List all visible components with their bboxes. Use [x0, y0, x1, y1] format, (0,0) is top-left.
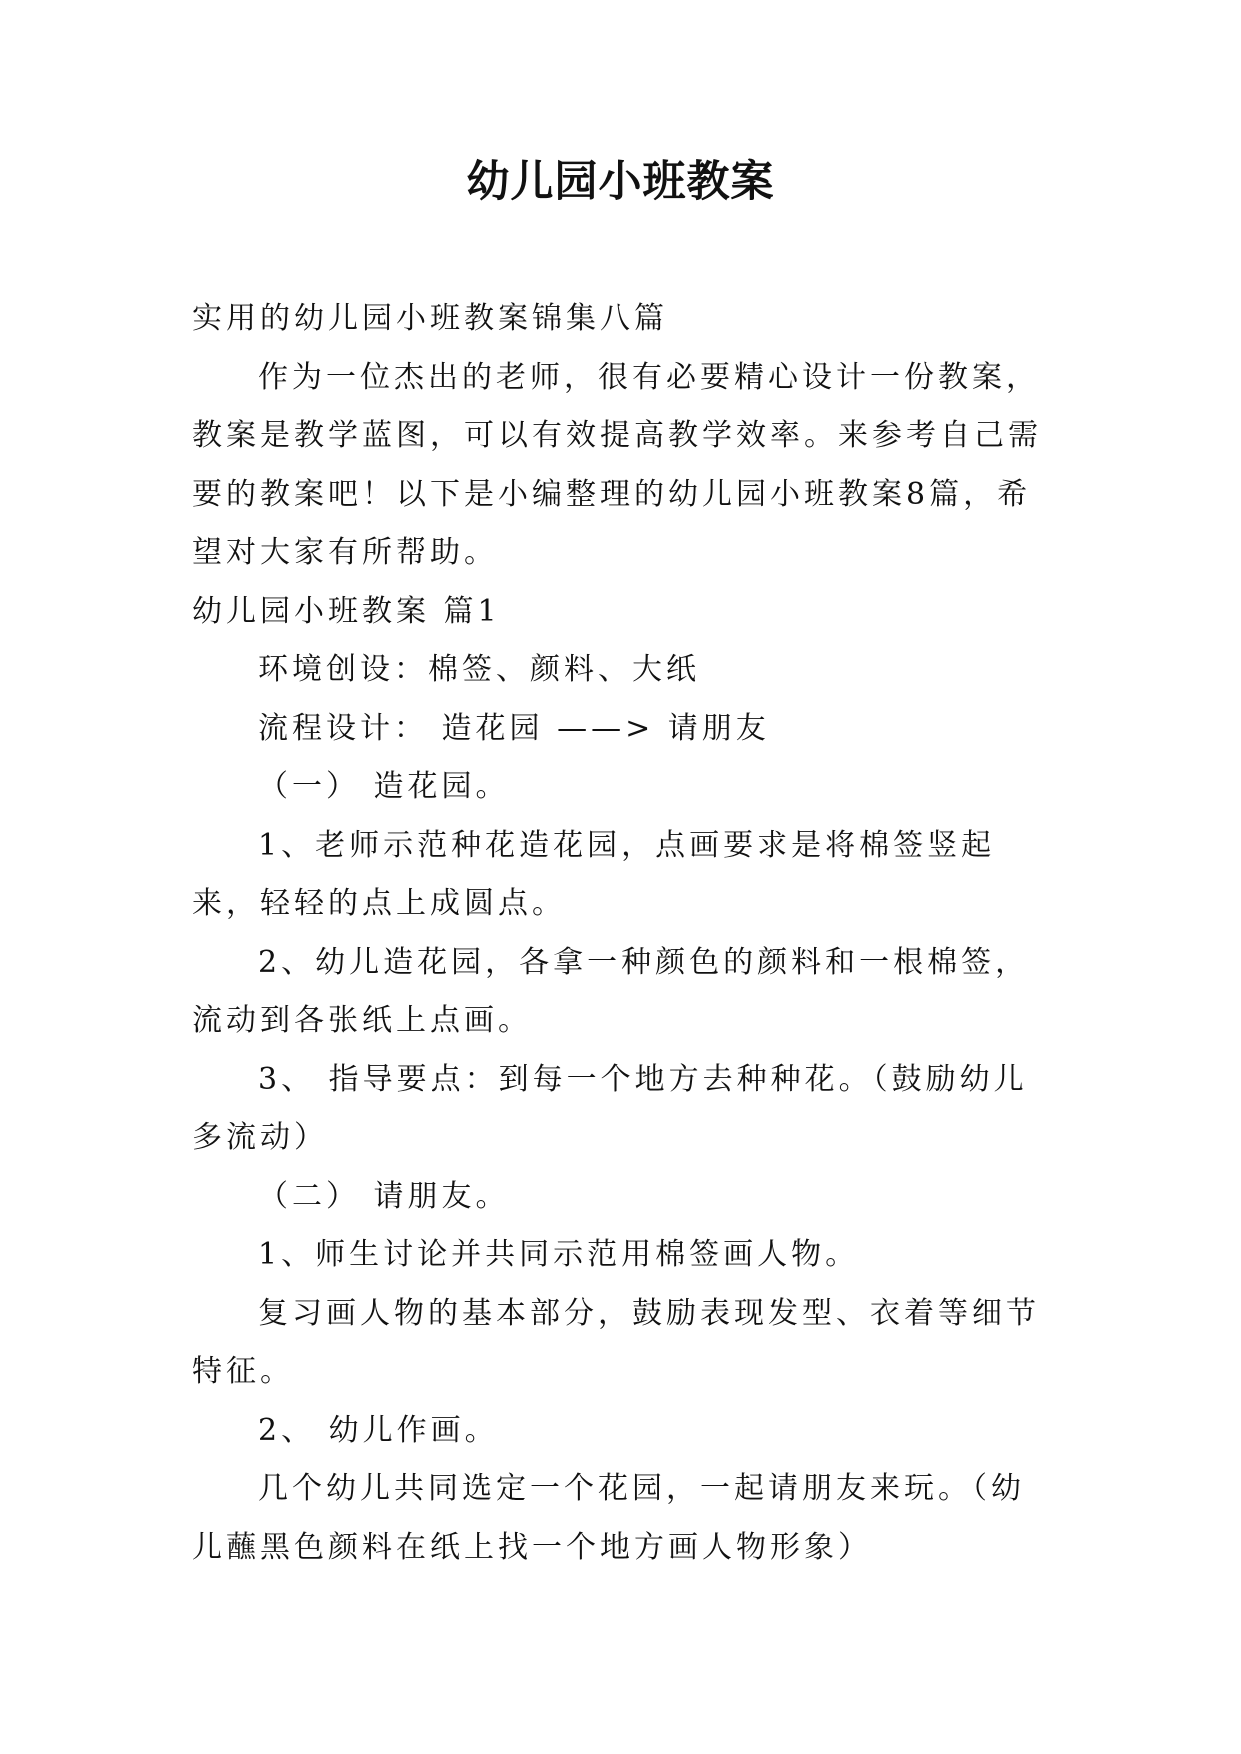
paragraph-step-2-1: 1、师生讨论并共同示范用棉签画人物。 — [258, 1237, 860, 1272]
paragraph-step-2-2: 2、 幼儿作画。 — [258, 1412, 499, 1448]
document-body — [192, 290, 1052, 1577]
paragraph-subtitle: 实用的幼儿园小班教案锦集八篇 — [192, 301, 668, 336]
paragraph-step-2: 2、幼儿造花园，各拿一种颜色的颜料和一根棉签，流动到各张纸上点画。 — [192, 944, 1030, 1038]
paragraph-step-3: 3、 指导要点：到每一个地方去种种花。（鼓励幼儿多流动） — [192, 1061, 1028, 1155]
subheading-one: （一） 造花园。 — [258, 769, 510, 804]
paragraph-review: 复习画人物的基本部分，鼓励表现发型、衣着等细节特征。 — [192, 1295, 1040, 1389]
subheading-two: （二） 请朋友。 — [258, 1178, 510, 1214]
paragraph-process: 流程设计： 造花园 ——> 请朋友 — [258, 710, 770, 746]
paragraph-environment: 环境创设：棉签、颜料、大纸 — [258, 652, 700, 687]
document-title: 幼儿园小班教案 — [466, 157, 775, 207]
paragraph-group-activity: 几个幼儿共同选定一个花园，一起请朋友来玩。（幼儿蘸黑色颜料在纸上找一个地方画人物形象） — [192, 1471, 1025, 1565]
paragraph-intro: 作为一位杰出的老师，很有必要精心设计一份教案，教案是教学蓝图，可以有效提高教学效率。来参考自己需要的教案吧！以下是小编整理的幼儿园小班教案8篇，希望对大家有所帮助。 — [192, 359, 1042, 570]
paragraph-step-1: 1、老师示范种花造花园，点画要求是将棉签竖起来，轻轻的点上成圆点。 — [192, 827, 996, 921]
section-heading: 幼儿园小班教案 篇1 — [192, 593, 501, 629]
